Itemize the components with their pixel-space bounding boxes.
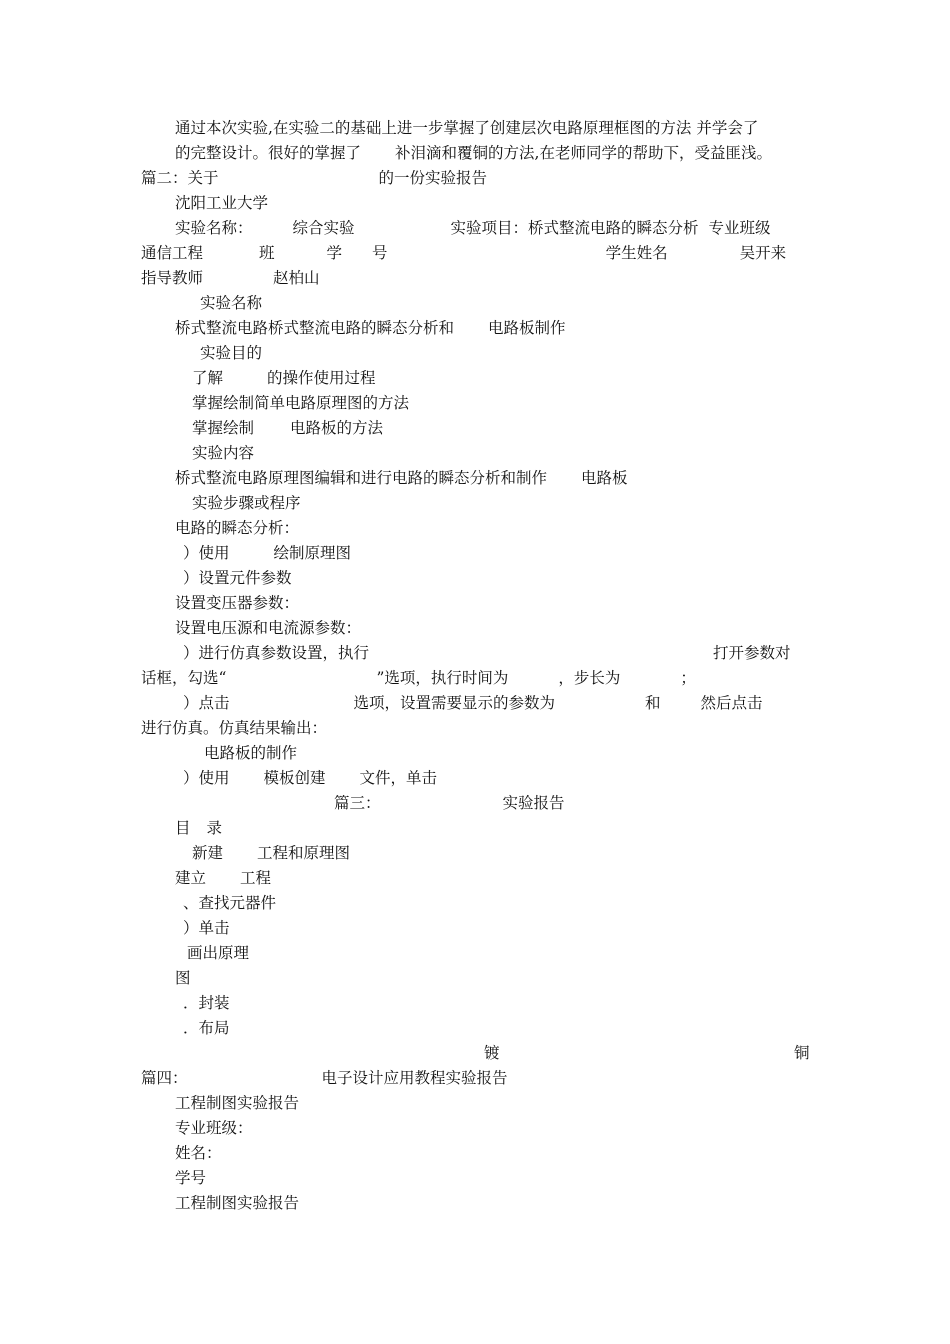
- part4-heading: 篇四： 电子设计应用教程实验报告: [141, 1069, 508, 1087]
- purpose-line-1: 了解 的操作使用过程: [192, 369, 376, 387]
- toc-line-2: 建立 工程: [175, 869, 272, 887]
- section-name-body: 桥式整流电路桥式整流电路的瞬态分析和 电路板制作: [175, 319, 566, 337]
- toc-title: 目 录: [175, 819, 223, 837]
- steps-line-8: 进行仿真。仿真结果输出：: [141, 719, 328, 737]
- part4-line-1: 工程制图实验报告: [175, 1094, 300, 1112]
- steps-analysis: 电路的瞬态分析：: [175, 519, 300, 537]
- steps-line-1: ）使用 绘制原理图: [183, 544, 352, 562]
- toc-line-1: 新建 工程和原理图: [192, 844, 351, 862]
- intro-line-1: 通过本次实验,在实验二的基础上进一步掌握了创建层次电路原理框图的方法 并学会了: [175, 119, 759, 137]
- class-info-line: 通信工程 班 学 号 学生姓名 吴开来: [141, 244, 787, 262]
- part3-heading: 篇三： 实验报告: [334, 794, 565, 812]
- toc-line-5: 画出原理: [187, 944, 250, 962]
- section-title-steps: 实验步骤或程序: [192, 494, 301, 512]
- school-name: 沈阳工业大学: [175, 194, 269, 212]
- part4-line-4: 学号: [175, 1169, 207, 1187]
- pcb-line-1: ）使用 模板创建 文件，单击: [183, 769, 438, 787]
- experiment-info-line: 实验名称： 综合实验 实验项目：桥式整流电路的瞬态分析 专业班级: [175, 219, 771, 237]
- steps-line-5: ）进行仿真参数设置，执行 打开参数对: [183, 644, 791, 662]
- toc-line-4: ）单击: [183, 919, 230, 937]
- teacher-line: 指导教师 赵柏山: [141, 269, 320, 287]
- pcb-title: 电路板的制作: [204, 744, 298, 762]
- toc-line-6: 图: [175, 969, 191, 987]
- part2-heading: 篇二：关于 的一份实验报告: [141, 169, 488, 187]
- intro-line-2: 的完整设计。很好的掌握了 补泪滴和覆铜的方法,在老师同学的帮助下，受益匪浅。: [175, 144, 772, 162]
- section-title-purpose: 实验目的: [200, 344, 263, 362]
- steps-line-2: ）设置元件参数: [183, 569, 292, 587]
- toc-line-8: ．布局: [183, 1019, 230, 1037]
- purpose-line-2: 掌握绘制简单电路原理图的方法: [192, 394, 410, 412]
- steps-line-4: 设置电压源和电流源参数：: [175, 619, 362, 637]
- toc-line-3: 、查找元器件: [183, 894, 277, 912]
- part4-line-3: 姓名：: [175, 1144, 222, 1162]
- steps-line-3: 设置变压器参数：: [175, 594, 300, 612]
- part4-line-5: 工程制图实验报告: [175, 1194, 300, 1212]
- toc-line-9b: 铜: [794, 1044, 810, 1062]
- steps-line-7: ）点击 选项，设置需要显示的参数为 和 然后点击: [183, 694, 763, 712]
- toc-line-7: ．封装: [183, 994, 230, 1012]
- section-title-name: 实验名称: [200, 294, 263, 312]
- steps-line-6: 话框，勾选“ ”选项，执行时间为 ，步长为 ；: [141, 669, 696, 687]
- content-line: 桥式整流电路原理图编辑和进行电路的瞬态分析和制作 电路板: [175, 469, 628, 487]
- toc-line-9a: 镀: [484, 1044, 500, 1062]
- purpose-line-3: 掌握绘制 电路板的方法: [192, 419, 384, 437]
- part4-line-2: 专业班级：: [175, 1119, 253, 1137]
- section-title-content: 实验内容: [192, 444, 255, 462]
